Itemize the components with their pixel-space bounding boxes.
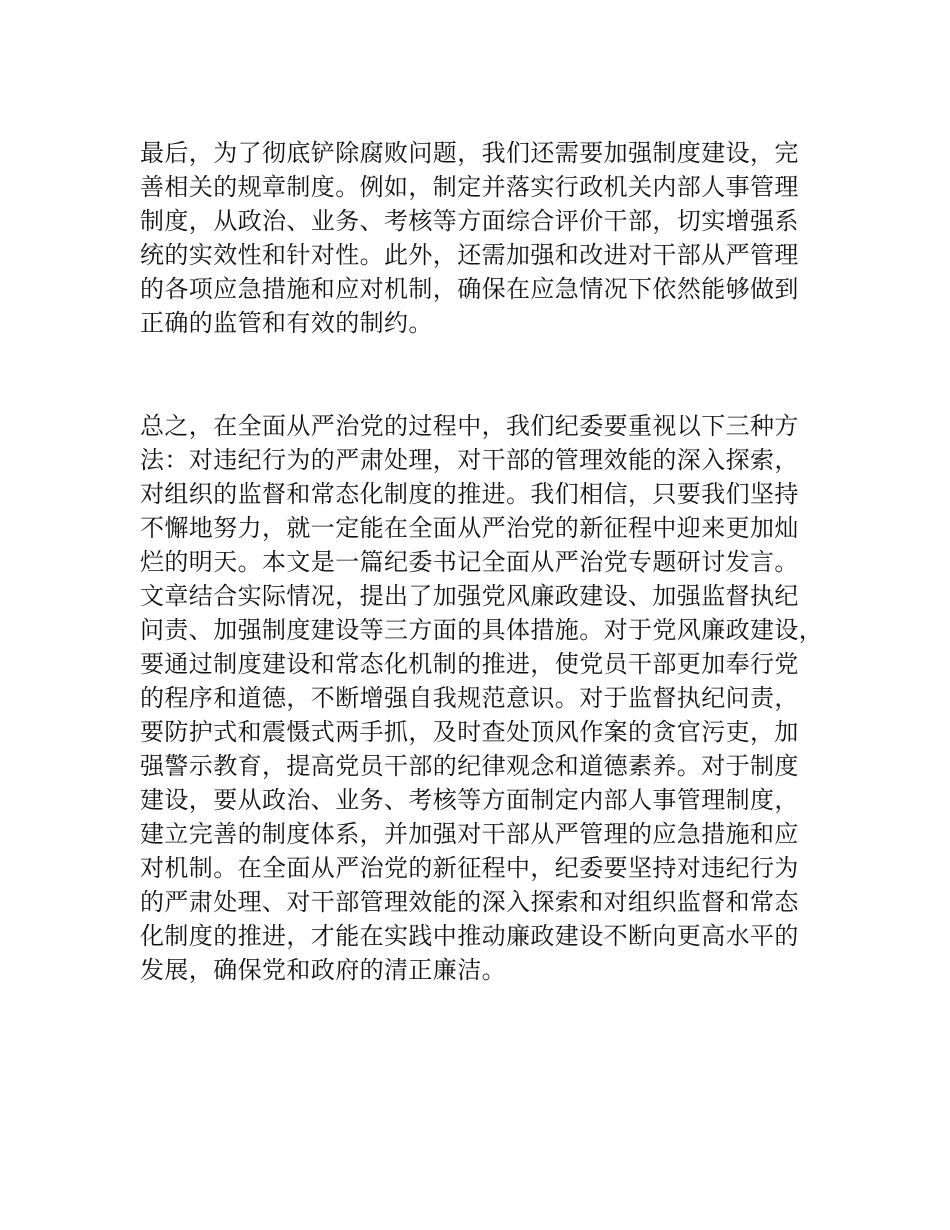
text-line: 总之，在全面从严治党的过程中，我们纪委要重视以下三种方 [140, 412, 799, 440]
text-line: 建设，要从政治、业务、考核等方面制定内部人事管理制度， [140, 786, 799, 814]
text-line: 正确的监管和有效的制约。 [140, 309, 433, 337]
paragraph-summary [140, 409, 830, 987]
text-line: 不懈地努力，就一定能在全面从严治党的新征程中迎来更加灿 [140, 514, 799, 542]
text-line: 文章结合实际情况，提出了加强党风廉政建设、加强监督执纪 [140, 582, 799, 610]
text-line: 化制度的推进，才能在实践中推动廉政建设不断向更高水平的 [140, 922, 799, 950]
text-line: 的严肃处理、对干部管理效能的深入探索和对组织监督和常态 [140, 888, 799, 916]
text-line: 最后，为了彻底铲除腐败问题，我们还需要加强制度建设，完 [140, 139, 799, 167]
text-line: 善相关的规章制度。例如，制定并落实行政机关内部人事管理 [140, 173, 799, 201]
text-line: 对机制。在全面从严治党的新征程中，纪委要坚持对违纪行为 [140, 854, 799, 882]
text-line: 统的实效性和针对性。此外，还需加强和改进对干部从严管理 [140, 241, 799, 269]
text-line: 法：对违纪行为的严肃处理，对干部的管理效能的深入探索， [140, 446, 799, 474]
text-line: 发展，确保党和政府的清正廉洁。 [140, 956, 506, 984]
text-line: 建立完善的制度体系，并加强对干部从严管理的应急措施和应 [140, 820, 799, 848]
paragraph-conclusion-institutions [140, 136, 830, 340]
text-line: 烂的明天。本文是一篇纪委书记全面从严治党专题研讨发言。 [140, 548, 799, 576]
text-line: 问责、加强制度建设等三方面的具体措施。对于党风廉政建设， [140, 616, 824, 644]
text-line: 要防护式和震慑式两手抓，及时查处顶风作案的贪官污吏，加 [140, 718, 799, 746]
text-line: 的各项应急措施和应对机制，确保在应急情况下依然能够做到 [140, 275, 799, 303]
text-line: 制度，从政治、业务、考核等方面综合评价干部，切实增强系 [140, 207, 799, 235]
text-line: 的程序和道德，不断增强自我规范意识。对于监督执纪问责， [140, 684, 799, 712]
text-line: 强警示教育，提高党员干部的纪律观念和道德素养。对于制度 [140, 752, 799, 780]
text-line: 对组织的监督和常态化制度的推进。我们相信，只要我们坚持 [140, 480, 799, 508]
text-line: 要通过制度建设和常态化机制的推进，使党员干部更加奉行党 [140, 650, 799, 678]
